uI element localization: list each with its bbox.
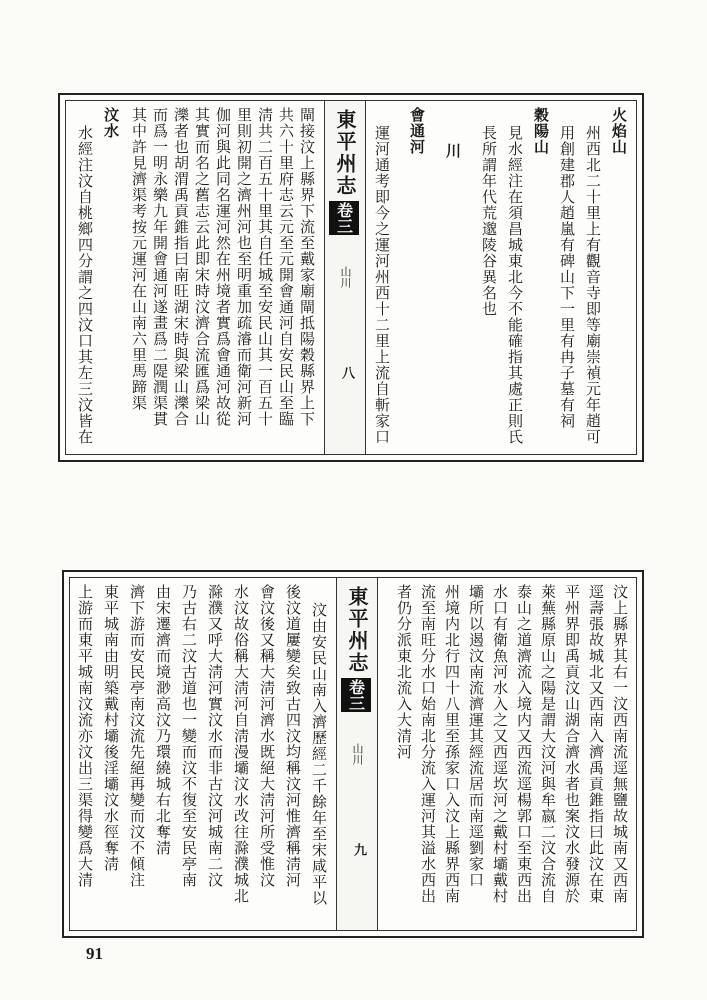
text-column: 逕壽張故城北又西南入濟禹貢錐指曰此汶在東 — [587, 584, 605, 904]
text-column: 川 — [444, 143, 462, 159]
page-number: 八 — [339, 366, 354, 379]
text-column: 長所謂年代荒邈陵谷異名也 — [480, 125, 498, 317]
text-column: 會汶後又稱大淸河濟水既絕大淸河所受惟汶 — [258, 584, 276, 888]
text-column: 共六十里府志云元至元開會通河自安民山至臨 — [277, 107, 295, 427]
text-column: 運河通考即今之運河州西十二里上流自斬家口 — [373, 125, 391, 445]
text-column: 水經注汶自桃鄉四分謂之四汶口其左三汶皆在 — [76, 125, 94, 445]
text-column: 壩所以遏汶南流濟運其經流居而南逕劉家口 — [467, 584, 485, 888]
text-column: 水口有衛魚河水入之又西逕坎河之戴村壩戴村 — [491, 584, 509, 904]
text-column: 伽河與此同名運河然在州境者實爲會通河故從 — [214, 107, 232, 427]
text-column: 火焰山 — [610, 107, 628, 155]
page-upper — [58, 93, 644, 462]
text-column: 里則初開之濟州河也至明重加疏濬而衛河新河 — [235, 107, 253, 427]
section-label: 山川 — [339, 266, 352, 288]
text-column: 流至南旺分水口始南北分流入運河其溢水西出 — [419, 584, 437, 904]
page-frame — [69, 577, 637, 931]
scan-page-number: 91 — [86, 944, 103, 963]
text-column: 汶由安民山南入濟歷經二千餘年至宋咸平以 — [310, 602, 328, 906]
text-column: 穀陽山 — [532, 107, 550, 155]
text-column: 滁濮又呼大淸河實汶水而非古汶河城南二汶 — [206, 584, 224, 888]
book-title: 東平州志 — [333, 109, 357, 197]
volume-mark: 卷三 — [341, 678, 371, 712]
text-column: 州西北二十里上有觀音寺即等廟崇禎元年趙可 — [584, 125, 602, 445]
text-column: 汶水 — [102, 107, 120, 139]
text-column: 見水經注在須昌城東北今不能確指其處正則氏 — [506, 125, 524, 445]
text-column: 州境内北行四十八里至孫家口入汶上縣界西南 — [443, 584, 461, 904]
text-column: 水汶故俗稱大淸河自淸漫壩汶水改往滁濮城北 — [232, 584, 250, 904]
volume-mark: 卷三 — [329, 201, 359, 235]
text-column: 其實而名之舊志云此即宋時汶濟合流匯爲梁山 — [193, 107, 211, 427]
text-column: 濟下游而安民亭南汶流先絕再變而汶不傾注 — [128, 584, 146, 888]
text-column: 閘接汶上縣界下流至戴家廟閘抵陽穀縣界上下 — [298, 107, 316, 427]
text-column: 東平城南由明築戴村壩後淫壩汶水徑奪淸 — [102, 584, 120, 872]
text-column: 其中許見濟渠考按元運河在山南六里馬蹄渠 — [130, 107, 148, 411]
text-column: 而爲一明永樂九年開會通河遂畫爲二隄潤渠貫 — [151, 107, 169, 427]
book-title: 東平州志 — [345, 586, 369, 674]
text-column: 由宋遷濟而境渺高汶乃環繞城右北奪淸 — [154, 584, 172, 856]
text-column: 平州界即禹貢汶山湖合濟水者也案汶水發源於 — [563, 584, 581, 904]
center-strip — [324, 101, 366, 454]
section-label: 山川 — [351, 743, 364, 765]
text-column: 用創建郡人趙嵐有碑山下一里有冉子墓有祠 — [558, 125, 576, 429]
text-column: 後汶道屢變矣致古四汶均稱汶河惟濟稱淸河 — [284, 584, 302, 888]
page-frame — [65, 100, 637, 455]
text-column: 會通河 — [408, 107, 426, 155]
text-column: 汶上縣界其右一汶西南流逕無鹽故城南又西南 — [611, 584, 629, 904]
text-column: 乃古右二汶古道也一變而汶不復至安民亭南 — [180, 584, 198, 888]
page-number: 九 — [351, 843, 366, 856]
center-strip — [336, 578, 378, 930]
page-lower — [62, 570, 644, 938]
text-column: 萊蕪縣原山之陽是謂大汶河與牟嬴二汶合流自 — [539, 584, 557, 904]
text-column: 濼者也胡渭禹貢錐指曰南旺湖宋時與梁山濼合 — [172, 107, 190, 427]
text-column: 淸共二百五十里其自任城至安民山其一百五十 — [256, 107, 274, 427]
text-column: 上游而東平城南汶流亦汶出三渠得變爲大清 — [76, 584, 94, 888]
text-column: 泰山之道濟流入境内又西流逕楊郭口至東西出 — [515, 584, 533, 904]
text-column: 者仍分派東北流入大清河 — [395, 584, 413, 760]
